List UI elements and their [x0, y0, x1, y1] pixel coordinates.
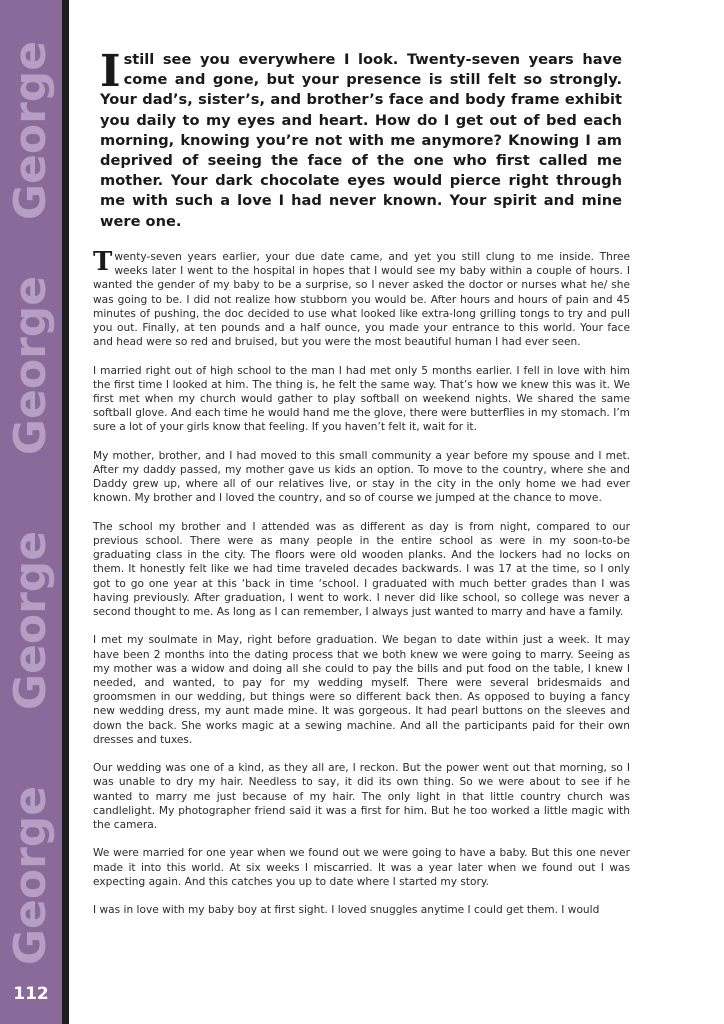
sidebar-word: George	[5, 275, 57, 455]
story-body	[93, 247, 630, 932]
story-dropcap: T	[93, 247, 113, 277]
story-paragraph: I married right out of high school to the man I had met only 5 months earlier. I fell in love with him the first time I looked at him. The thing is, he felt the same way. That’s how we knew this was it. We first met when my church would gather to play softball on weekend nights. We shared the same softball glove. And each time he would hand me the glove, there were butterflies in my stomach. I’m sure a lot of your girls know that feeling. If you haven’t felt it, wait for it.	[93, 364, 630, 434]
sidebar-word: George	[5, 40, 57, 220]
story-paragraph: I was in love with my baby boy at first sight. I loved snuggles anytime I could get them. I would	[93, 904, 600, 917]
sidebar-word: George	[5, 785, 57, 965]
story-paragraph: Our wedding was one of a kind, as they all are, I reckon. But the power went out that morning, so I was unable to dry my hair. Needless to say, it did its own thing. So we were about to see if he wanted to marry me just because of my hair. The only light in that little country church was candlelight. My photographer friend said it was a first for him. But he too worked a little magic with the camera.	[93, 762, 630, 832]
intro-text: still see you everywhere I look. Twenty-seven years have come and gone, but your presence is still felt so strongly. Your dad’s, sister’s, and brother’s face and body frame exhibit you daily to my eyes and heart. How do I get out of bed each morning, knowing you’re not with me anymore? Knowing I am deprived of seeing the face of the one who first called me mother. Your dark chocolate eyes would pierce right through me with such a love I had never known. Your spirit and mine were one.	[100, 51, 622, 230]
story-paragraph: Twenty-seven years earlier, your due date came, and yet you still clung to me inside. Three weeks later I went to the hospital in hopes that I would see my baby within a couple of hours. I wanted the gender of my baby to be a surprise, so I never asked the doctor or nurses what he/ she was going to be. I did not realize how stubborn you would be. After hours and hours of pain and 45 minutes of pushing, the doc decided to use what looked like extra-long grilling tongs to try and pull you out. Finally, at ten pounds and a half ounce, you made your entrance to this world. Your face and head were so red and bruised, but you were the most beautiful human I had ever seen.	[93, 247, 630, 349]
sidebar-edge	[62, 0, 69, 1024]
page-number: 112	[13, 984, 49, 1004]
intro-dropcap: I	[100, 46, 121, 97]
intro-quote	[100, 46, 622, 232]
story-paragraph: I met my soulmate in May, right before graduation. We began to date within just a week. It may have been 2 months into the dating process that we both knew we were going to marry. Seeing as my mother was a widow and doing all she could to pay the bills and put food on the table, I knew I needed, and wanted, to pay for my wedding myself. There were several bridesmaids and groomsmen in our wedding, but things were so different back then. As opposed to buying a fancy new wedding dress, my aunt made mine. It was gorgeous. It had pearl buttons on the sleeves and down the back. She works magic at a sewing machine. And all the participants paid for their own dresses and tuxes.	[93, 634, 630, 746]
story-paragraph: My mother, brother, and I had moved to this small community a year before my spouse and I met. After my daddy passed, my mother gave us kids an option. To move to the country, where she and Daddy grew up, where all of our relatives live, or stay in the city in the only home we had ever known. My brother and I loved the country, and so of course we jumped at the chance to move.	[93, 449, 630, 505]
story-paragraph: We were married for one year when we found out we were going to have a baby. But this one never made it into this world. At six weeks I miscarried. It was a year later when we found out I was expecting again. And this catches you up to date where I started my story.	[93, 847, 630, 888]
sidebar-word: George	[5, 530, 57, 710]
story-paragraph: The school my brother and I attended was as different as day is from night, compared to our previous school. There were as many people in the entire school as were in my soon-to-be graduating class in the city. The floors were old wooden planks. And the lockers had no locks on them. It honestly felt like we had time traveled decades backwards. I was 17 at the time, so I only got to go one year at this ‘back in time ‘school. I graduated with much better grades than I was having previously. After graduation, I went to work. I never did like school, so college was never a second thought to me. As long as I can remember, I always just wanted to marry and have a family.	[93, 520, 630, 619]
